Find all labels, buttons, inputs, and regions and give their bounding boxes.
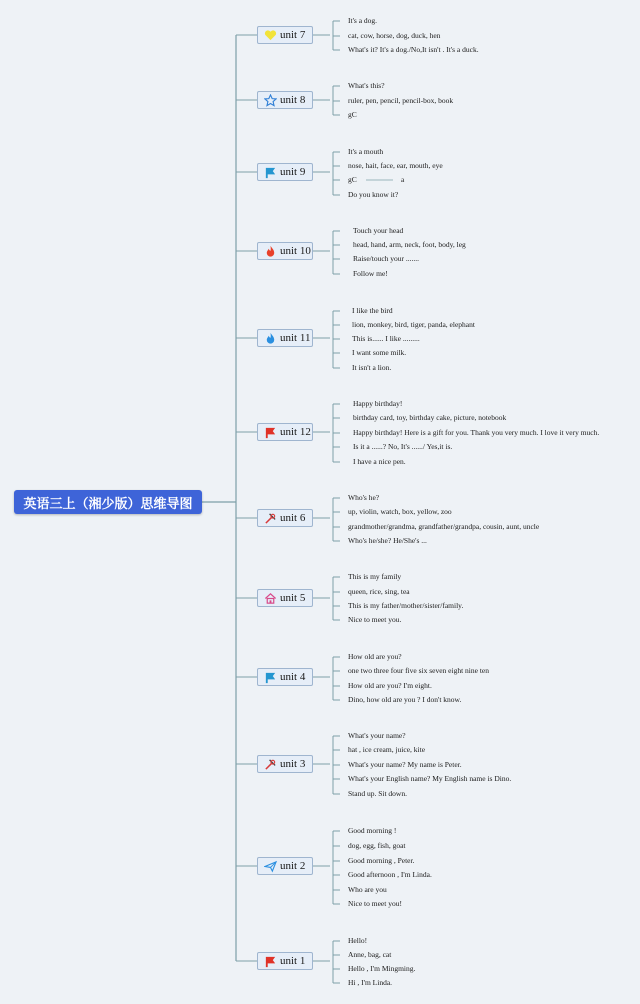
leaf-item[interactable]: This is my father/mother/sister/family. <box>348 601 464 610</box>
leaf-item[interactable]: queen, rice, sing, tea <box>348 587 410 596</box>
unit-label: unit 5 <box>280 592 306 604</box>
unit-node-unit-1[interactable] <box>257 952 313 970</box>
unit-node-unit-6[interactable] <box>257 509 313 527</box>
leaf-item[interactable]: cat, cow, horse, dog, duck, hen <box>348 31 441 40</box>
root-node[interactable]: 英语三上（湘少版）思维导图 <box>14 490 202 514</box>
unit-node-unit-11[interactable] <box>257 329 313 347</box>
leaf-item[interactable]: birthday card, toy, birthday cake, picture, notebook <box>353 413 507 422</box>
leaf-item[interactable]: Is it a ......? No, It's ....../ Yes,it is. <box>353 442 453 451</box>
unit-label: unit 3 <box>280 758 306 770</box>
tools-icon <box>264 758 277 771</box>
leaf-item[interactable]: grandmother/grandma, grandfather/grandpa, cousin, aunt, uncle <box>348 522 540 531</box>
leaf-item[interactable]: I have a nice pen. <box>353 457 406 466</box>
leaf-item[interactable]: lion, monkey, bird, tiger, panda, elephant <box>352 320 475 329</box>
unit-label: unit 11 <box>280 332 311 344</box>
leaf-item[interactable]: Do you know it? <box>348 190 399 199</box>
unit-label: unit 7 <box>280 29 306 41</box>
unit-node-unit-5[interactable] <box>257 589 313 607</box>
leaf-item[interactable]: Who's he/she? He/She's ... <box>348 536 427 545</box>
leaf-item[interactable]: hat , ice cream, juice, kite <box>348 745 426 754</box>
leaf-item[interactable]: head, hand, arm, neck, foot, body, leg <box>353 240 466 249</box>
leaf-item[interactable]: Good morning ! <box>348 826 397 835</box>
unit-node-unit-8[interactable] <box>257 91 313 109</box>
plane-icon <box>264 860 277 873</box>
leaf-item[interactable]: Hello! <box>348 936 368 945</box>
flag-icon <box>264 955 277 968</box>
unit-label: unit 2 <box>280 860 306 872</box>
unit-label: unit 10 <box>280 245 311 257</box>
leaf-item[interactable]: How old are you? I'm eight. <box>348 681 432 690</box>
leaf-item[interactable]: This is...... I like ......... <box>352 334 420 343</box>
leaf-item[interactable]: It isn't a lion. <box>352 363 392 372</box>
leaf-item[interactable]: Follow me! <box>353 269 388 278</box>
leaf-item[interactable]: What's this? <box>348 81 385 90</box>
home-icon <box>264 592 277 605</box>
leaf-item[interactable]: What's your name? <box>348 731 406 740</box>
leaf-item[interactable]: What's it? It's a dog./No,It isn't . It's a duck. <box>348 45 479 54</box>
fire-icon <box>264 332 277 345</box>
flag-icon <box>264 671 277 684</box>
leaf-item[interactable]: ruler, pen, pencil, pencil-box, book <box>348 96 454 105</box>
leaf-item[interactable]: Good morning , Peter. <box>348 856 415 865</box>
leaf-item[interactable]: Dino, how old are you ? I don't know. <box>348 695 462 704</box>
tools-icon <box>264 512 277 525</box>
leaf-item[interactable]: Happy birthday! Here is a gift for you. Thank you very much. I love it very much. <box>353 428 600 437</box>
unit-label: unit 12 <box>280 426 311 438</box>
unit-node-unit-12[interactable] <box>257 423 313 441</box>
unit-label: unit 1 <box>280 955 306 967</box>
leaf-item[interactable]: Anne, bag, cat <box>348 950 392 959</box>
unit-node-unit-4[interactable] <box>257 668 313 686</box>
unit-node-unit-3[interactable] <box>257 755 313 773</box>
leaf-item[interactable]: What's your English name? My English name is Dino. <box>348 774 512 783</box>
leaf-item[interactable]: one two three four five six seven eight nine ten <box>348 666 489 675</box>
leaf-item[interactable]: I like the bird <box>352 306 393 315</box>
leaf-item[interactable]: dog, egg, fish, goat <box>348 841 406 850</box>
leaf-item[interactable]: Nice to meet you! <box>348 899 402 908</box>
leaf-item[interactable]: Who are you <box>348 885 387 894</box>
unit-label: unit 4 <box>280 671 306 683</box>
unit-node-unit-10[interactable] <box>257 242 313 260</box>
leaf-item[interactable]: Who's he? <box>348 493 380 502</box>
flag-icon <box>264 166 277 179</box>
star-icon <box>264 94 277 107</box>
heart-icon <box>264 29 277 42</box>
leaf-item[interactable]: This is my family <box>348 572 402 581</box>
leaf-item[interactable]: up, violin, watch, box, yellow, zoo <box>348 507 452 516</box>
unit-label: unit 9 <box>280 166 306 178</box>
leaf-item[interactable]: How old are you? <box>348 652 402 661</box>
unit-node-unit-2[interactable] <box>257 857 313 875</box>
leaf-item[interactable]: nose, hait, face, ear, mouth, eye <box>348 161 443 170</box>
unit-node-unit-9[interactable] <box>257 163 313 181</box>
leaf-item[interactable]: What's your name? My name is Peter. <box>348 760 462 769</box>
leaf-item[interactable]: I want some milk. <box>352 348 407 357</box>
leaf-item[interactable]: Nice to meet you. <box>348 615 402 624</box>
fire-icon <box>264 245 277 258</box>
leaf-item[interactable]: Hello , I'm Mingming. <box>348 964 416 973</box>
leaf-item[interactable]: Stand up. Sit down. <box>348 789 407 798</box>
leaf-item[interactable]: gC <box>348 175 357 184</box>
leaf-item[interactable]: It's a mouth <box>348 147 384 156</box>
leaf-extra: a <box>401 175 405 184</box>
unit-label: unit 8 <box>280 94 306 106</box>
leaf-item[interactable]: Raise/touch your ....... <box>353 254 420 263</box>
flag-icon <box>264 426 277 439</box>
leaf-item[interactable]: Good afternoon , I'm Linda. <box>348 870 432 879</box>
leaf-item[interactable]: gC <box>348 110 357 119</box>
leaf-item[interactable]: It's a dog. <box>348 16 378 25</box>
leaf-item[interactable]: Happy birthday! <box>353 399 403 408</box>
unit-node-unit-7[interactable] <box>257 26 313 44</box>
leaf-item[interactable]: Hi , I'm Linda. <box>348 978 393 987</box>
unit-label: unit 6 <box>280 512 306 524</box>
leaf-item[interactable]: Touch your head <box>353 226 404 235</box>
